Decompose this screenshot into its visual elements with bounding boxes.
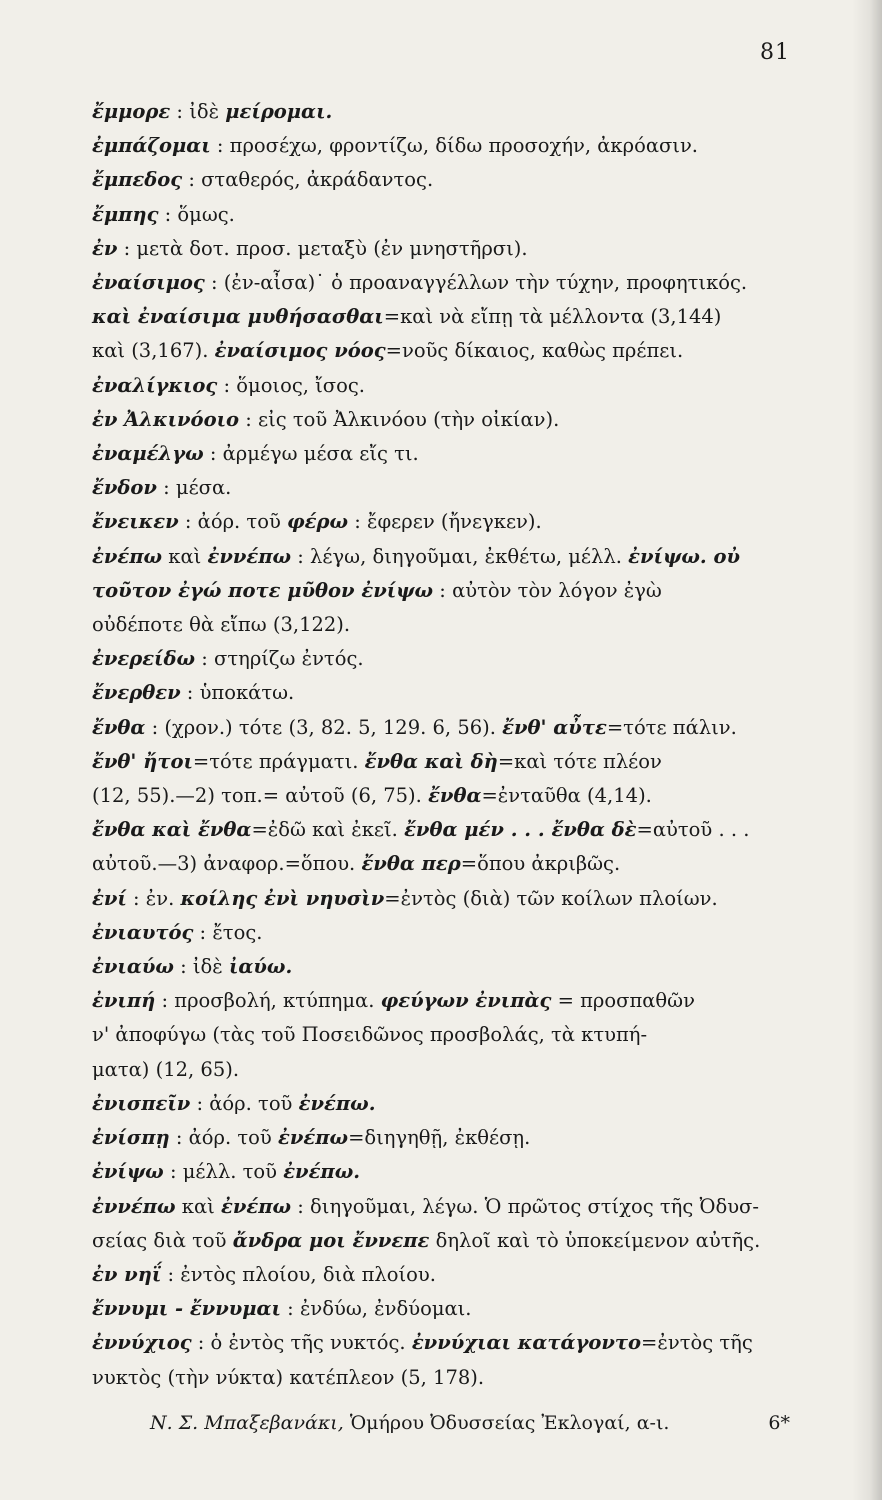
entry-headword: ἔνεικεν xyxy=(92,510,179,534)
entry-phrase: μείρομαι. xyxy=(225,100,333,123)
entry-line xyxy=(92,711,794,745)
entry-headword: ἐν Ἀλκινόοιο xyxy=(92,407,240,431)
entry-headword: ἐννύχιος xyxy=(92,1331,192,1355)
entry-definition: δηλοῖ καὶ τὸ ὑποκείμενον αὐτῆς. xyxy=(429,1228,761,1252)
entry-definition: : ἀρμέγω μέσα εἴς τι. xyxy=(203,442,419,466)
entry-definition: : ἀόρ. τοῦ xyxy=(190,1091,299,1115)
entry-line xyxy=(92,1190,794,1224)
entry-continuation-line xyxy=(92,608,794,642)
entry-phrase: ἐνέπω xyxy=(277,1126,349,1150)
entry-phrase: καὶ ἐναίσιμα μυθήσασθαι xyxy=(92,305,384,329)
footer-signature: 6* xyxy=(768,1412,790,1434)
entry-line xyxy=(92,505,794,539)
glossary-entry xyxy=(92,642,794,676)
entry-headword: ἔννυμι - ἔννυμαι xyxy=(92,1297,281,1321)
glossary-entry xyxy=(92,1326,794,1394)
entry-line xyxy=(92,266,794,300)
entry-continuation-line xyxy=(92,300,794,334)
entry-line xyxy=(92,437,794,471)
entry-headword: ἐναλίγκιος xyxy=(92,373,218,397)
entry-continuation-line xyxy=(92,1018,794,1052)
entry-definition: =νοῦς δίκαιος, καθὼς πρέπει. xyxy=(385,339,684,363)
entry-phrase: ἐννέπω xyxy=(207,544,292,568)
entry-definition: : ὁ ἐντὸς τῆς νυκτός. xyxy=(191,1331,412,1355)
entry-headword: ἐνιαυτός xyxy=(92,920,194,944)
glossary-entry xyxy=(92,711,794,882)
glossary-entry xyxy=(92,437,794,471)
entry-definition: =ἐδῶ καὶ ἐκεῖ. xyxy=(251,818,405,842)
entry-headword: ἐνιπή xyxy=(92,989,156,1013)
entry-continuation-line xyxy=(92,813,794,847)
entry-headword: ἐν νηΐ xyxy=(92,1262,162,1286)
entry-definition: νυκτὸς (τὴν νύκτα) κατέπλεον (5, 178). xyxy=(92,1365,485,1389)
entry-definition: : σταθερός, ἀκράδαντος. xyxy=(182,168,434,192)
entry-phrase: ἔνθ' αὖτε xyxy=(502,715,607,739)
footer-title: Ὁμήρου Ὀδυσσείας Ἐκλογαί, α-ι. xyxy=(349,1412,670,1434)
entry-headword: ἐναίσιμος xyxy=(92,271,205,295)
entry-line xyxy=(92,540,794,574)
entry-headword: ἐμπάζομαι xyxy=(92,134,211,158)
entry-phrase: ἔνθ' ἤτοι xyxy=(92,749,193,773)
entry-phrase: ἔνθα μέν . . . ἔνθα δὲ xyxy=(404,818,637,842)
page-edge-shadow xyxy=(852,0,882,1500)
glossary-entry xyxy=(92,676,794,710)
entry-definition: ματα) (12, 65). xyxy=(92,1057,240,1081)
entry-line xyxy=(92,1155,794,1189)
glossary-entry xyxy=(92,1292,794,1326)
entry-definition: =ἐντὸς τῆς xyxy=(641,1331,753,1355)
entry-definition: =καὶ τότε πλέον xyxy=(497,749,662,773)
entry-line xyxy=(92,1258,794,1292)
entry-line xyxy=(92,95,794,129)
entry-continuation-line xyxy=(92,847,794,881)
glossary-entry xyxy=(92,129,794,163)
glossary-entry xyxy=(92,1121,794,1155)
entry-definition: =αὐτοῦ . . . xyxy=(636,818,750,842)
entry-line xyxy=(92,642,794,676)
entry-line xyxy=(92,1087,794,1121)
entry-continuation-line xyxy=(92,1361,794,1395)
glossary-entry xyxy=(92,1258,794,1292)
entry-line xyxy=(92,1326,794,1360)
entry-headword: ἐνέπω xyxy=(92,544,163,568)
entry-headword: ἔνδον xyxy=(92,476,157,500)
entry-definition: : ἀόρ. τοῦ xyxy=(178,510,288,534)
entry-headword: ἔνθα xyxy=(92,715,146,739)
glossary-entry xyxy=(92,471,794,505)
glossary-entry xyxy=(92,163,794,197)
entry-definition: (12, 55).—2) τοπ.= αὐτοῦ (6, 75). xyxy=(92,784,429,808)
entry-headword: ἔμμορε xyxy=(92,100,171,123)
entry-definition: : (χρον.) τότε (3, 82. 5, 129. 6, 56). xyxy=(145,715,503,739)
entry-definition: : λέγω, διηγοῦμαι, ἐκθέτω, μέλλ. xyxy=(291,544,629,568)
entry-line xyxy=(92,369,794,403)
entry-definition: : ὑποκάτω. xyxy=(180,681,295,705)
entry-definition: : μετὰ δοτ. προσ. μεταξὺ (ἐν μνηστῆρσι). xyxy=(117,236,528,260)
entry-definition: =τότε πάλιν. xyxy=(606,715,737,739)
entry-definition: : ἔτος. xyxy=(193,920,263,944)
entry-definition: : προσβολή, κτύπημα. xyxy=(155,989,381,1013)
entry-headword: ἐνίψω xyxy=(92,1160,164,1184)
glossary-entry xyxy=(92,1190,794,1258)
entry-definition: οὐδέποτε θὰ εἴπω (3,122). xyxy=(92,613,351,637)
glossary-entry xyxy=(92,369,794,403)
entry-definition: ν' ἀποφύγω (τὰς τοῦ Ποσειδῶνος προσβολάς, τὰ κτυπή- xyxy=(92,1023,648,1047)
entry-headword: ἐνισπεῖν xyxy=(92,1091,191,1115)
entry-phrase: ἐνίψω. οὐ xyxy=(628,544,741,568)
entry-definition: =ἐντὸς (διὰ) τῶν κοίλων πλοίων. xyxy=(384,886,718,910)
entry-phrase: κοίλης ἐνὶ νηυσὶν xyxy=(180,886,385,910)
glossary-entry xyxy=(92,984,794,1087)
glossary-entry xyxy=(92,403,794,437)
entry-continuation-line xyxy=(92,1224,794,1258)
entry-definition: : προσέχω, φροντίζω, δίδω προσοχήν, ἀκρόασιν. xyxy=(210,134,698,158)
entry-definition: καὶ xyxy=(175,1194,222,1218)
entry-phrase: ἔνθα καὶ ἔνθα xyxy=(92,818,252,842)
entry-definition: : ἰδὲ xyxy=(170,100,226,123)
entry-continuation-line xyxy=(92,745,794,779)
entry-definition: : ἰδὲ xyxy=(173,955,229,979)
glossary-entry xyxy=(92,540,794,643)
entry-definition: : μέλλ. τοῦ xyxy=(163,1160,284,1184)
entry-headword: ἔμπεδος xyxy=(92,168,183,192)
entry-line xyxy=(92,129,794,163)
glossary-entry xyxy=(92,950,794,984)
entry-line xyxy=(92,1121,794,1155)
entry-definition: καὶ (3,167). xyxy=(92,339,215,363)
entry-definition: σείας διὰ τοῦ xyxy=(92,1228,233,1252)
entry-definition: : ἔφερεν (ἤνεγκεν). xyxy=(348,510,542,534)
entry-definition: =διηγηθῇ, ἐκθέσῃ. xyxy=(348,1126,531,1150)
entry-definition: : ἐνδύω, ἐνδύομαι. xyxy=(280,1297,472,1321)
entry-phrase: φέρω xyxy=(287,510,349,534)
entry-line xyxy=(92,916,794,950)
entry-headword: ἐνιαύω xyxy=(92,955,174,979)
entry-definition: =ἐνταῦθα (4,14). xyxy=(481,784,652,808)
entry-phrase: ἐναίσιμος νόος xyxy=(214,339,386,363)
glossary-entry xyxy=(92,232,794,266)
entry-continuation-line xyxy=(92,1053,794,1087)
entry-continuation-line xyxy=(92,779,794,813)
entry-line xyxy=(92,984,794,1018)
entry-phrase: φεύγων ἐνιπὰς xyxy=(380,989,552,1013)
entry-definition: =τότε πράγματι. xyxy=(192,749,365,773)
glossary-entry xyxy=(92,1087,794,1121)
entry-line xyxy=(92,232,794,266)
entry-headword: ἐν xyxy=(92,236,118,260)
entry-definition: =καὶ νὰ εἴπῃ τὰ μέλλοντα (3,144) xyxy=(383,305,722,329)
entry-line xyxy=(92,676,794,710)
entry-line xyxy=(92,950,794,984)
entry-phrase: ἔνθα xyxy=(428,784,482,808)
entry-definition: αὐτοῦ.—3) ἀναφορ.=ὅπου. xyxy=(92,852,362,876)
entry-headword: ἐννέπω xyxy=(92,1194,176,1218)
entry-phrase: ἰαύω. xyxy=(228,955,293,979)
entry-definition: : στηρίζω ἐντός. xyxy=(195,647,364,671)
entry-definition: : ὅμοιος, ἴσος. xyxy=(217,373,365,397)
entry-phrase: ἄνδρα μοι ἔννεπε xyxy=(232,1228,430,1252)
entry-line xyxy=(92,163,794,197)
glossary-entry xyxy=(92,916,794,950)
entry-phrase: ἐνέπω. xyxy=(283,1160,361,1184)
entry-headword: ἔνερθεν xyxy=(92,681,181,705)
entry-phrase: ἔνθα περ xyxy=(361,852,461,876)
entry-line xyxy=(92,471,794,505)
entry-line xyxy=(92,882,794,916)
entry-phrase: ἔνθα καὶ δὴ xyxy=(364,749,498,773)
entry-line xyxy=(92,198,794,232)
entry-definition: : ὅμως. xyxy=(158,202,235,226)
entry-definition: : εἰς τοῦ Ἀλκινόου (τὴν οἰκίαν). xyxy=(239,407,560,431)
entry-phrase: τοῦτον ἐγώ ποτε μῦθον ἐνίψω xyxy=(92,578,434,602)
glossary-entry xyxy=(92,1155,794,1189)
entry-headword: ἐνερείδω xyxy=(92,647,196,671)
entry-phrase: ἐνέπω xyxy=(221,1194,292,1218)
entry-continuation-line xyxy=(92,334,794,368)
entry-phrase: ἐνέπω. xyxy=(298,1091,376,1115)
entry-definition: : μέσα. xyxy=(156,476,232,500)
entry-continuation-line xyxy=(92,574,794,608)
glossary-entry xyxy=(92,198,794,232)
entry-line xyxy=(92,1292,794,1326)
entry-definition: : αὐτὸν τὸν λόγον ἐγὼ xyxy=(433,578,662,602)
entry-phrase: ἐννύχιαι κατάγοντο xyxy=(411,1331,642,1355)
entry-definition: : ἐν. xyxy=(126,886,181,910)
entry-headword: ἐνί xyxy=(92,886,127,910)
page-number: 81 xyxy=(760,40,790,65)
footer xyxy=(150,1412,790,1434)
glossary-entries xyxy=(92,95,794,1395)
entry-definition: : ἐντὸς πλοίου, διὰ πλοίου. xyxy=(161,1262,436,1286)
footer-citation xyxy=(150,1412,669,1434)
entry-definition: = προσπαθῶν xyxy=(551,989,695,1013)
entry-definition: : (ἐν-αἶσα)˙ ὁ προαναγγέλλων τὴν τύχην, προφητικός. xyxy=(204,271,748,295)
entry-headword: ἔμπης xyxy=(92,202,159,226)
glossary-entry xyxy=(92,882,794,916)
glossary-entry xyxy=(92,505,794,539)
entry-headword: ἐνίσπῃ xyxy=(92,1126,170,1150)
footer-author: Ν. Σ. Μπαξεβανάκι, xyxy=(150,1412,344,1434)
entry-definition: : ἀόρ. τοῦ xyxy=(169,1126,278,1150)
entry-headword: ἐναμέλγω xyxy=(92,442,204,466)
entry-definition: καὶ xyxy=(162,544,208,568)
glossary-entry xyxy=(92,266,794,369)
entry-line xyxy=(92,403,794,437)
entry-definition: : διηγοῦμαι, λέγω. Ὁ πρῶτος στίχος τῆς Ὀδυσ- xyxy=(291,1194,759,1218)
entry-definition: =ὅπου ἀκριβῶς. xyxy=(460,852,621,876)
glossary-entry xyxy=(92,95,794,129)
